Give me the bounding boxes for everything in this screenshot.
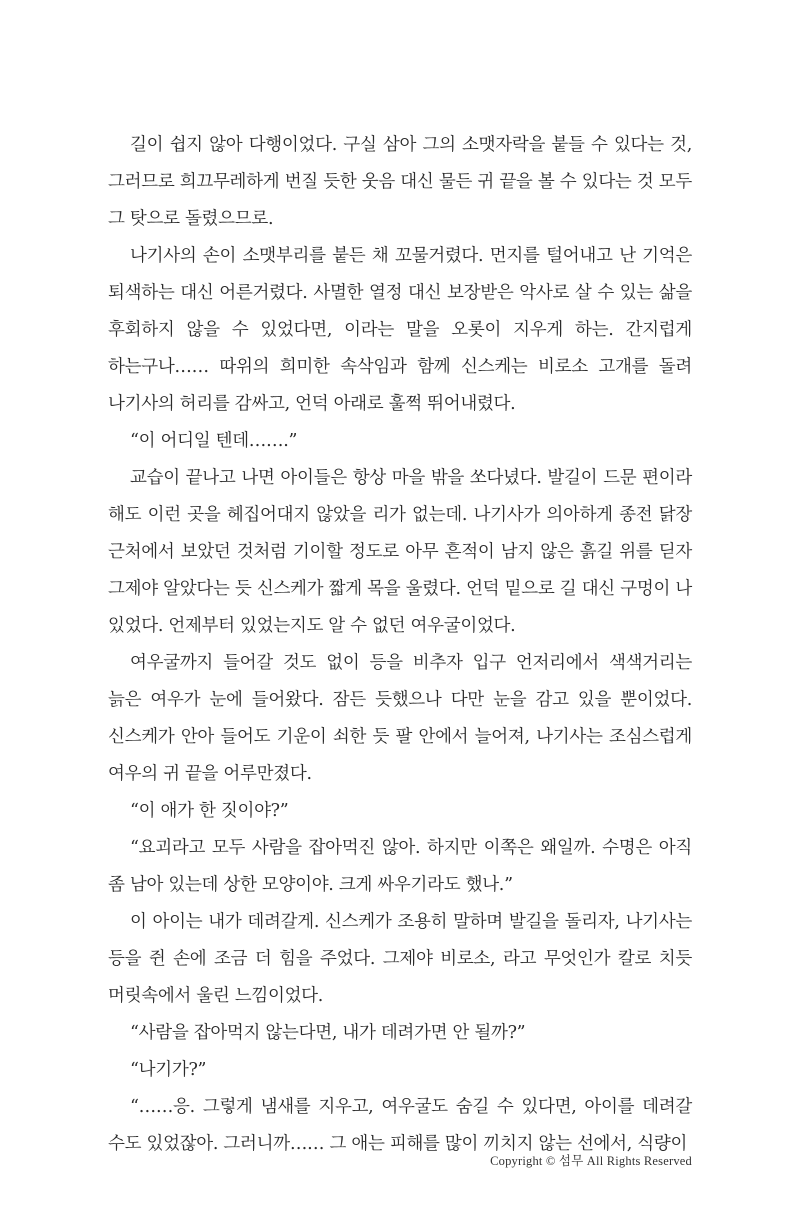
paragraph: 이 아이는 내가 데려갈게. 신스케가 조용히 말하며 발길을 돌리자, 나기사는 등을 쥔 손에 조금 더 힘을 주었다. 그제야 비로소, 라고 무엇인가 칼로 치듯 머릿속에서 울린 느낌이었다. [108,912,692,1006]
body-text [108,127,692,1163]
dialogue-line: “요괴라고 모두 사람을 잡아먹진 않아. 하지만 이쪽은 왜일까. 수명은 아직 좀 남아 있는데 상한 모양이야. 크게 싸우기라도 했나.” [108,838,692,895]
paragraph: 여우굴까지 들어갈 것도 없이 등을 비추자 입구 언저리에서 색색거리는 늙은 여우가 눈에 들어왔다. 잠든 듯했으나 다만 눈을 감고 있을 뿐이었다. 신스케가 안아 들어도 기운이 쇠한 듯 팔 안에서 늘어져, 나기사는 조심스럽게 여우의 귀 끝을 어루만졌다. [108,653,692,784]
dialogue-line: “사람을 잡아먹지 않는다면, 내가 데려가면 안 될까?” [130,1023,526,1043]
dialogue-line: “이 어디일 텐데…….” [130,431,298,451]
dialogue-line: “……응. 그렇게 냄새를 지우고, 여우굴도 숨길 수 있다면, 아이를 데려갈 수도 있었잖아. 그러니까…… 그 애는 피해를 많이 끼치지 않는 선에서, 식량이 [108,1097,692,1154]
copyright-notice: Copyright © 섬무 All Rights Reserved [490,1154,692,1168]
paragraph: 교습이 끝나고 나면 아이들은 항상 마을 밖을 쏘다녔다. 발길이 드문 편이라 해도 이런 곳을 헤집어대지 않았을 리가 없는데. 나기사가 의아하게 종전 닭장 근처에서 보았던 것처럼 기이할 정도로 아무 흔적이 남지 않은 흙길 위를 딛자 그제야 알았다는 듯 신스케가 짧게 목을 울렸다. 언덕 밑으로 길 대신 구멍이 나 있었다. 언제부터 있었는지도 알 수 없던 여우굴이었다. [108,468,692,636]
paragraph: 나기사의 손이 소맷부리를 붙든 채 꼬물거렸다. 먼지를 털어내고 난 기억은 퇴색하는 대신 어른거렸다. 사멸한 열정 대신 보장받은 악사로 살 수 있는 삶을 후회하지 않을 수 있었다면, 이라는 말을 오롯이 지우게 하는. 간지럽게 하는구나…… 따위의 희미한 속삭임과 함께 신스케는 비로소 고개를 돌려 나기사의 허리를 감싸고, 언덕 아래로 훌쩍 뛰어내렸다. [108,246,692,414]
dialogue-line: “이 애가 한 짓이야?” [130,801,289,821]
dialogue-line: “나기가?” [130,1060,207,1080]
paragraph: 길이 쉽지 않아 다행이었다. 구실 삼아 그의 소맷자락을 붙들 수 있다는 것, 그러므로 희끄무레하게 번질 듯한 웃음 대신 물든 귀 끝을 볼 수 있다는 것 모두 그 탓으로 돌렸으므로. [108,135,692,229]
